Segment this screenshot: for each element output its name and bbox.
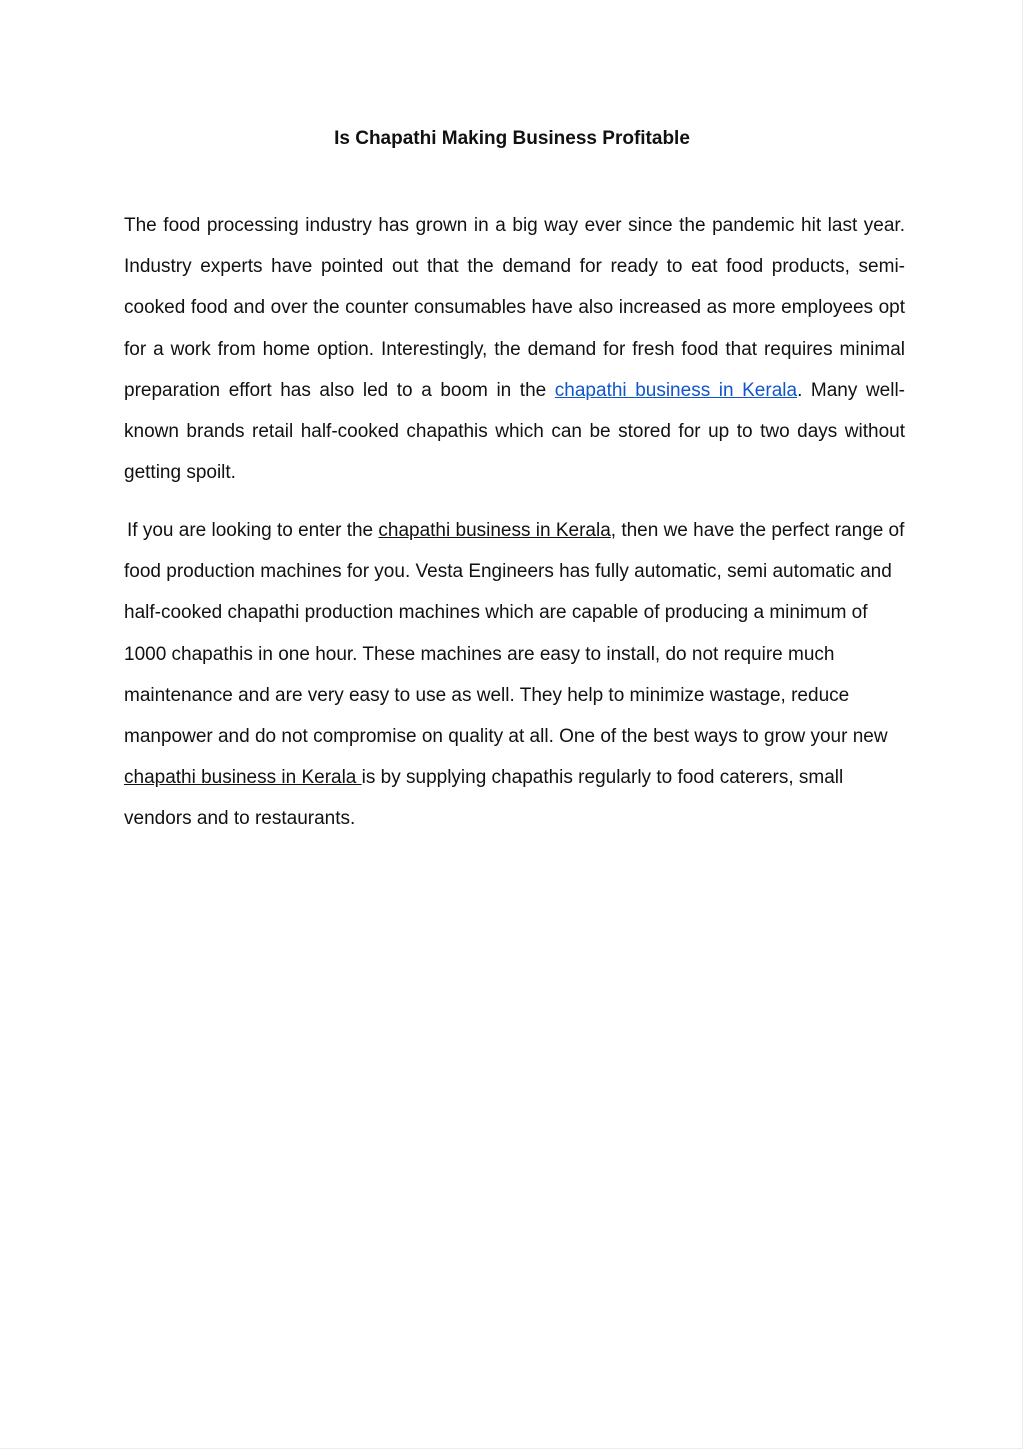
- document-title: Is Chapathi Making Business Profitable: [334, 128, 690, 149]
- paragraph-1-text-start: The food processing industry has grown in a big way ever since the pandemic hit last year. Industry experts have pointed out that the demand for ready to eat food products, semi- cooked food and over the counter consumables have also increased as more employees opt for a work from home option. Interestingly, the demand for fresh food that requires minimal preparation effort has also led to a boom in the: [124, 215, 905, 401]
- paragraph-2-text-start: If you are looking to enter the: [127, 520, 379, 541]
- paragraph-2-text-middle: , then we have the perfect range of food production machines for you. Vesta Engineers has fully automatic, semi automatic and half-cooked chapathi production machines which are capable of producing a minimum of 1000 chapathis in one hour. These machines are easy to install, do not require much maintenance and are very easy to use as well. They help to minimize wastage, reduce manpower and do not compromise on quality at all. One of the best ways to grow your new: [124, 520, 905, 748]
- paragraph-2-text-end: is by supplying chapathis regularly to food caterers, small vendors and to restaurants.: [124, 767, 844, 830]
- paragraph-1: [124, 205, 905, 493]
- chapathi-business-link-2[interactable]: chapathi business in Kerala: [378, 520, 611, 541]
- chapathi-business-link-1[interactable]: chapathi business in Kerala: [554, 379, 798, 401]
- paragraph-1-text-end: . Many well-known brands retail half-cooked chapathis which can be stored for up to two days without getting spoilt.: [124, 379, 906, 484]
- chapathi-business-link-3[interactable]: chapathi business in Kerala: [124, 767, 362, 789]
- paragraph-2: [124, 510, 905, 840]
